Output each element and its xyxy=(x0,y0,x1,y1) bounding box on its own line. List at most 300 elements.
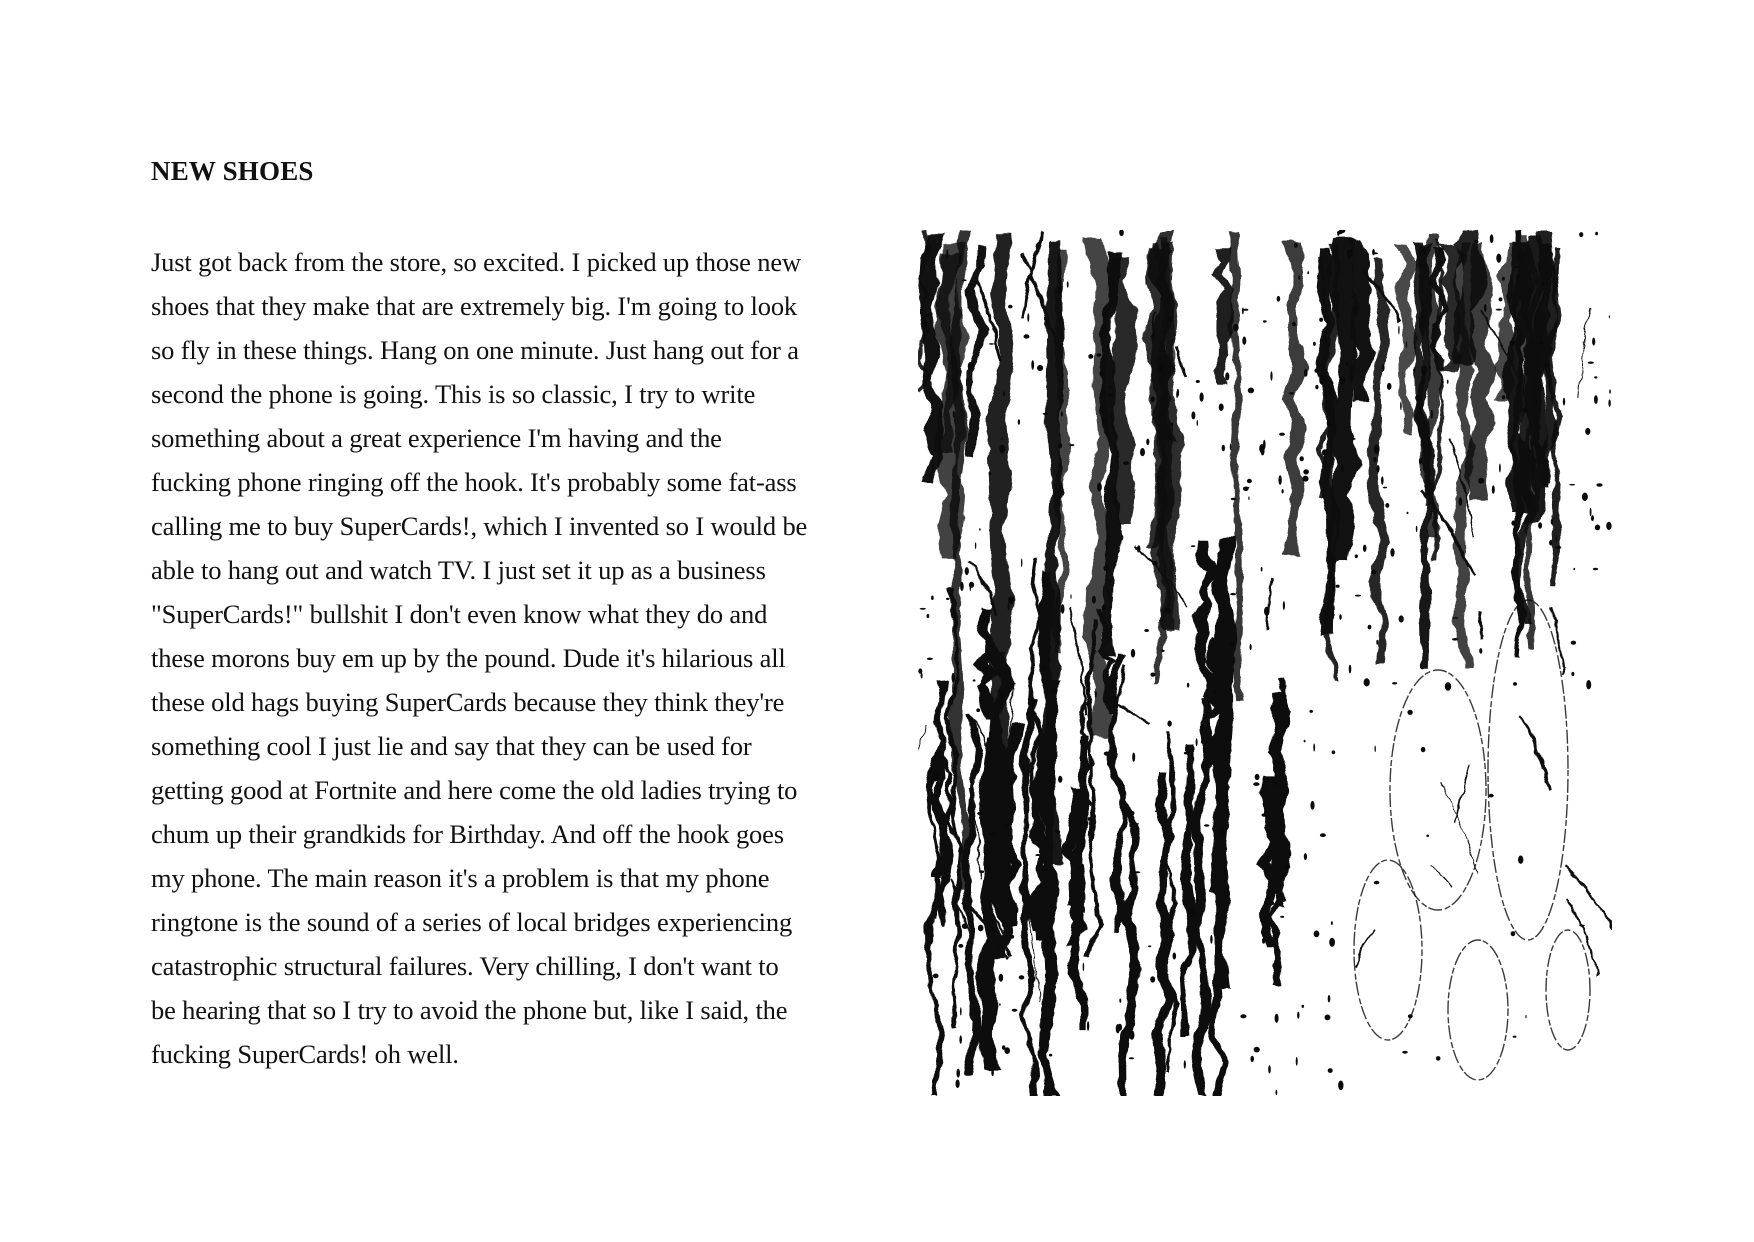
ink-speckle xyxy=(1021,558,1022,567)
ink-speckle xyxy=(1157,475,1159,484)
ink-speckle xyxy=(1322,449,1328,455)
story-line: catastrophic structural failures. Very chilling, I don't want to xyxy=(151,951,779,981)
ink-speckle xyxy=(1300,456,1304,461)
ink-speckle xyxy=(999,974,1004,982)
ink-speckle xyxy=(960,1007,962,1015)
ink-speckle xyxy=(1407,710,1412,715)
ink-speckle xyxy=(1148,945,1151,947)
ink-speckle xyxy=(1201,654,1204,656)
ink-speckle xyxy=(1262,938,1265,944)
ink-speckle xyxy=(1452,638,1458,641)
ink-speckle xyxy=(1553,265,1555,269)
ink-speckle xyxy=(1273,783,1278,785)
ink-speckle xyxy=(1150,976,1155,982)
ink-speckle xyxy=(1304,740,1306,743)
ink-speckle xyxy=(1248,388,1254,394)
ink-speckle xyxy=(1168,317,1172,322)
ink-speckle xyxy=(1540,341,1543,345)
ink-speckle xyxy=(1283,601,1285,610)
ink-speckle xyxy=(1313,342,1316,346)
ink-speckle xyxy=(1609,315,1610,318)
ink-speckle xyxy=(1261,446,1265,455)
ink-speckle xyxy=(1351,296,1353,298)
ink-speckle xyxy=(1436,1056,1441,1061)
ink-speckle xyxy=(1176,1003,1179,1006)
ink-speckle xyxy=(1555,546,1561,549)
ink-speckle xyxy=(989,833,995,835)
ink-speckle xyxy=(1137,823,1138,825)
ink-speckle xyxy=(1479,648,1482,654)
ink-speckle xyxy=(1161,650,1165,652)
ink-speckle xyxy=(1517,274,1520,280)
ink-speckle xyxy=(1193,1042,1198,1051)
ink-speckle xyxy=(1197,420,1198,426)
ink-speckle xyxy=(1609,389,1611,393)
ink-speckle xyxy=(1224,867,1227,875)
ink-speckle xyxy=(1255,774,1260,780)
story-line: fucking SuperCards! oh well. xyxy=(151,1039,459,1069)
ink-speckle xyxy=(1319,318,1323,322)
ink-speckle xyxy=(1375,746,1376,753)
ink-speckle xyxy=(1426,835,1429,838)
ink-speckle xyxy=(979,528,981,531)
ink-speckle xyxy=(1571,641,1576,645)
ink-speckle xyxy=(1247,479,1252,483)
ink-speckle xyxy=(968,362,974,370)
ink-speckle xyxy=(1304,853,1307,860)
story-line: shoes that they make that are extremely big. I'm going to look xyxy=(151,291,798,321)
ink-speckle xyxy=(976,708,980,712)
ink-speckle xyxy=(1571,672,1574,676)
ink-speckle xyxy=(1371,570,1376,575)
ink-speckle xyxy=(1484,304,1487,312)
ink-speckle xyxy=(1510,340,1516,345)
ink-speckle xyxy=(1104,752,1110,756)
ink-speckle xyxy=(1134,871,1140,873)
ink-speckle xyxy=(973,679,976,681)
ink-speckle xyxy=(1248,496,1249,500)
ink-speckle xyxy=(1459,497,1463,506)
ink-speckle xyxy=(1364,678,1370,686)
ink-speckle xyxy=(1315,369,1319,373)
ink-speckle xyxy=(1144,629,1149,632)
ink-speckle xyxy=(1551,519,1553,525)
ink-speckle xyxy=(1398,326,1399,335)
ink-speckle xyxy=(1152,561,1158,566)
ink-speckle xyxy=(1002,1045,1006,1050)
ink-speckle xyxy=(1442,250,1443,255)
ink-speckle xyxy=(1382,364,1385,372)
ink-speckle xyxy=(1596,483,1602,486)
ink-speckle xyxy=(1327,419,1332,427)
ink-speckle xyxy=(1000,691,1003,700)
ink-speckle xyxy=(1103,565,1108,571)
ink-speckle xyxy=(1101,919,1103,928)
ink-speckle xyxy=(1421,747,1426,752)
ink-speckle xyxy=(1302,1005,1305,1008)
ink-speckle xyxy=(1591,515,1594,521)
ink-speckle xyxy=(959,1035,962,1043)
ink-speckle xyxy=(1191,411,1195,419)
ink-speckle xyxy=(1339,614,1342,620)
ink-speckle xyxy=(1155,810,1158,812)
ink-speckle xyxy=(970,583,971,591)
ink-speckle xyxy=(1328,1068,1333,1073)
ink-speckle xyxy=(1167,721,1171,727)
ink-speckle xyxy=(1005,824,1010,829)
ink-speckle xyxy=(1116,1024,1120,1033)
ink-speckle xyxy=(1374,881,1380,885)
ink-speckle xyxy=(1431,410,1433,419)
ink-speckle xyxy=(1129,823,1130,828)
ink-speckle xyxy=(1416,526,1418,532)
ink-speckle xyxy=(1541,282,1544,286)
ink-speckle xyxy=(1131,649,1135,658)
story-title: NEW SHOES xyxy=(151,156,314,186)
ink-speckle xyxy=(1336,585,1340,588)
ink-speckle xyxy=(1563,398,1565,406)
ink-speckle xyxy=(952,673,956,682)
ink-speckle xyxy=(1108,394,1114,397)
ink-speckle xyxy=(1586,680,1591,689)
ink-speckle xyxy=(1204,824,1209,826)
ink-speckle xyxy=(1363,545,1367,552)
ink-speckle xyxy=(1229,642,1234,646)
ink-speckle xyxy=(1573,568,1575,571)
ink-speckle xyxy=(1298,275,1300,280)
ink-speckle xyxy=(1151,396,1155,402)
ink-speckle xyxy=(1129,811,1134,816)
ink-speckle xyxy=(1302,476,1308,482)
ink-speckle xyxy=(1523,408,1528,413)
ink-speckle xyxy=(1352,438,1356,440)
ink-speckle xyxy=(991,1070,994,1076)
ink-speckle xyxy=(1514,266,1520,269)
ink-speckle xyxy=(962,923,968,929)
ink-speckle xyxy=(1557,267,1559,275)
ink-speckle xyxy=(1230,444,1231,451)
ink-speckle xyxy=(1270,371,1272,381)
ink-speckle xyxy=(1275,1014,1279,1023)
ink-speckle xyxy=(1376,640,1378,645)
ink-speckle xyxy=(1518,856,1523,864)
ink-speckle xyxy=(1383,487,1387,489)
ink-speckle xyxy=(1489,794,1494,798)
ink-speckle xyxy=(1129,1030,1134,1040)
ink-speckle xyxy=(1183,963,1188,971)
ink-speckle xyxy=(1051,687,1057,695)
ink-speckle xyxy=(1490,234,1494,243)
ink-speckle xyxy=(1264,607,1270,616)
ink-speckle xyxy=(1585,428,1590,435)
ink-speckle xyxy=(1222,445,1225,452)
ink-speckle xyxy=(1332,750,1336,754)
ink-speckle xyxy=(1254,1047,1260,1053)
ink-speckle xyxy=(1268,1065,1271,1073)
ink-speckle xyxy=(1595,232,1598,236)
ink-speckle xyxy=(975,542,976,549)
ink-speckle xyxy=(1107,345,1109,348)
ink-speckle xyxy=(999,445,1005,454)
ink-speckle xyxy=(1289,392,1295,394)
ink-speckle xyxy=(1187,683,1189,688)
ink-speckle xyxy=(1096,353,1101,356)
ink-speckle xyxy=(1137,545,1141,552)
ink-speckle xyxy=(991,927,996,932)
ink-speckle xyxy=(1088,354,1093,359)
story-line: able to hang out and watch TV. I just set it up as a business xyxy=(151,555,766,585)
ink-speckle xyxy=(1001,438,1002,441)
ink-speckle xyxy=(1307,271,1309,274)
ink-speckle xyxy=(933,974,939,979)
ink-speckle xyxy=(1421,365,1427,374)
ink-speckle xyxy=(1042,865,1047,873)
ink-speckle xyxy=(1511,520,1515,525)
ink-speckle xyxy=(1219,404,1224,411)
ink-speckle xyxy=(1346,362,1348,366)
ink-speckle xyxy=(1196,380,1200,383)
ink-speckle xyxy=(1146,439,1149,446)
ink-speckle xyxy=(1058,287,1063,294)
story-line: calling me to buy SuperCards!, which I invented so I would be xyxy=(151,511,808,541)
ink-speckle xyxy=(1392,682,1397,684)
ink-speckle xyxy=(989,471,991,476)
ink-speckle xyxy=(1102,605,1106,610)
story-line: something about a great experience I'm having and the xyxy=(151,423,722,453)
story-line: these morons buy em up by the pound. Dude it's hilarious all xyxy=(151,643,786,673)
ink-speckle xyxy=(1270,901,1274,905)
ink-speckle xyxy=(1407,512,1409,514)
ink-speckle xyxy=(1331,921,1333,925)
ink-speckle xyxy=(1058,776,1062,783)
ink-speckle xyxy=(1164,788,1165,796)
story-line: so fly in these things. Hang on one minute. Just hang out for a xyxy=(151,335,799,365)
ink-speckle xyxy=(1262,813,1267,816)
ink-speckle xyxy=(1132,753,1135,762)
ink-speckle xyxy=(1606,522,1611,530)
ink-speckle xyxy=(1569,484,1575,486)
ink-speckle xyxy=(1413,369,1415,372)
ink-speckle xyxy=(1173,953,1177,960)
ink-speckle xyxy=(1243,309,1248,311)
ink-speckle xyxy=(1296,1057,1298,1066)
ink-speckle xyxy=(1008,305,1013,309)
ink-speckle xyxy=(1196,738,1198,746)
ink-speckle xyxy=(1119,999,1121,1003)
ink-speckle xyxy=(1447,380,1449,384)
ink-speckle xyxy=(1517,254,1521,259)
ink-speckle xyxy=(1314,931,1320,938)
ink-speckle xyxy=(1452,617,1458,619)
ink-speckle xyxy=(1109,580,1111,584)
ink-speckle xyxy=(1200,392,1204,401)
ink-speckle xyxy=(1265,927,1271,930)
ink-speckle xyxy=(1337,233,1339,236)
ink-speckle xyxy=(1067,281,1069,287)
ink-speckle xyxy=(1024,334,1030,338)
ink-speckle xyxy=(1544,364,1550,367)
ink-speckle xyxy=(1511,931,1516,936)
ink-speckle xyxy=(998,943,1000,952)
ink-speckle xyxy=(1496,254,1501,263)
ink-speckle xyxy=(1313,744,1315,752)
ink-speckle xyxy=(1250,1056,1254,1062)
ink-speckle xyxy=(1373,457,1376,462)
ink-speckle xyxy=(1445,682,1451,691)
ink-speckle xyxy=(956,1069,960,1078)
ink-speckle xyxy=(956,1079,960,1088)
ink-speckle xyxy=(1376,465,1379,473)
ink-speckle xyxy=(1233,324,1239,332)
ink-speckle xyxy=(1210,935,1212,944)
ink-speckle xyxy=(1582,493,1588,501)
ink-speckle xyxy=(977,812,983,815)
ink-speckle xyxy=(1339,376,1345,385)
ink-speckle xyxy=(1292,322,1296,327)
ink-speckle xyxy=(1538,522,1542,528)
story-line: getting good at Fortnite and here come the old ladies trying to xyxy=(151,775,798,805)
ink-speckle xyxy=(1496,309,1502,311)
ink-speckle xyxy=(1242,307,1244,314)
ink-speckle xyxy=(1297,1012,1299,1019)
ink-speckle xyxy=(1250,644,1252,650)
ink-speckle xyxy=(1176,391,1178,398)
ink-speckle xyxy=(1499,464,1501,473)
ink-speckle xyxy=(1347,249,1353,259)
ink-speckle xyxy=(1027,313,1029,322)
ink-speckle xyxy=(1419,458,1422,464)
ink-speckle xyxy=(1092,596,1096,604)
ink-speckle xyxy=(1592,338,1595,346)
ink-speckle xyxy=(1225,372,1229,380)
ink-scratch xyxy=(1217,896,1219,934)
ink-speckle xyxy=(1402,1051,1408,1054)
ink-speckle xyxy=(978,925,984,932)
ink-speckle xyxy=(1240,1014,1246,1018)
ink-speckle xyxy=(1191,545,1196,547)
ink-speckle xyxy=(1263,320,1267,322)
story-line: Just got back from the store, so excited. I picked up those new xyxy=(151,247,801,277)
ink-speckle xyxy=(1352,307,1357,314)
artwork-canvas xyxy=(918,230,1612,1096)
ink-speckle xyxy=(1083,907,1085,913)
ink-speckle xyxy=(1415,394,1421,401)
ink-speckle xyxy=(1087,1021,1089,1031)
ink-speckle xyxy=(1478,478,1484,484)
ink-speckle xyxy=(1502,395,1505,399)
ink-speckle xyxy=(1123,461,1129,465)
ink-speckle xyxy=(1590,508,1592,517)
ink-speckle xyxy=(1320,364,1323,367)
ink-speckle xyxy=(1031,360,1034,370)
ink-speckle xyxy=(1279,433,1285,436)
ink-speckle xyxy=(965,567,969,575)
ink-speckle xyxy=(1588,362,1594,364)
ink-speckle xyxy=(1282,489,1284,493)
abstract-ink-artwork xyxy=(918,230,1612,1096)
ink-speckle xyxy=(1037,365,1043,371)
ink-speckle xyxy=(1050,903,1052,907)
ink-speckle xyxy=(1549,540,1552,546)
ink-speckle xyxy=(931,596,934,601)
ink-speckle xyxy=(1338,1081,1343,1091)
ink-speckle xyxy=(1555,535,1556,543)
ink-speckle xyxy=(1031,697,1035,705)
ink-speckle xyxy=(924,314,930,317)
ink-speckle xyxy=(1047,939,1049,948)
ink-speckle xyxy=(1100,371,1103,377)
ink-speckle xyxy=(1499,297,1503,301)
ink-speckle xyxy=(1265,783,1266,791)
ink-speckle xyxy=(1042,665,1048,671)
ink-speckle xyxy=(1011,935,1014,939)
story-line: second the phone is going. This is so classic, I try to write xyxy=(151,379,756,409)
ink-speckle xyxy=(1146,278,1147,286)
ink-speckle xyxy=(1055,829,1057,832)
ink-speckle xyxy=(1242,337,1246,345)
story-line: fucking phone ringing off the hook. It's probably some fat-ass xyxy=(151,467,797,497)
ink-speckle xyxy=(943,689,945,693)
ink-speckle xyxy=(1184,752,1188,755)
ink-speckle xyxy=(1502,277,1505,281)
ink-speckle xyxy=(972,774,974,780)
ink-speckle xyxy=(1355,595,1361,597)
ink-speckle xyxy=(927,614,930,618)
ink-speckle xyxy=(1374,444,1380,454)
ink-speckle xyxy=(1325,1015,1331,1021)
ink-speckle xyxy=(933,773,939,781)
ink-speckle xyxy=(989,343,994,345)
ink-speckle xyxy=(953,411,955,418)
ink-speckle xyxy=(1525,1015,1526,1018)
ink-speckle xyxy=(1109,386,1111,389)
ink-speckle xyxy=(1061,604,1065,614)
story-line: ringtone is the sound of a series of local bridges experiencing xyxy=(151,907,793,937)
ink-speckle xyxy=(1231,498,1237,501)
ink-speckle xyxy=(1381,476,1384,485)
ink-speckle xyxy=(981,608,983,611)
ink-speckle xyxy=(1474,240,1478,243)
ink-speckle xyxy=(1400,402,1402,411)
story-line: my phone. The main reason it's a problem is that my phone xyxy=(151,863,770,893)
ink-speckle xyxy=(1595,525,1600,531)
ink-speckle xyxy=(979,870,984,873)
ink-speckle xyxy=(1069,444,1074,446)
story-line: something cool I just lie and say that they can be used for xyxy=(151,731,752,761)
ink-speckle xyxy=(1423,247,1426,256)
ink-speckle xyxy=(921,673,923,679)
ink-speckle xyxy=(1368,625,1372,630)
ink-speckle xyxy=(1003,391,1005,396)
ink-speckle xyxy=(1061,411,1063,416)
ink-speckle xyxy=(1012,1009,1018,1012)
ink-speckle xyxy=(1608,399,1610,406)
ink-speckle xyxy=(1261,567,1263,572)
ink-speckle xyxy=(1579,232,1583,237)
ink-speckle xyxy=(1244,487,1250,489)
ink-speckle xyxy=(946,598,949,600)
ink-speckle xyxy=(1150,673,1155,677)
ink-speckle xyxy=(1303,469,1309,474)
ink-speckle xyxy=(1594,376,1597,378)
ink-speckle xyxy=(1043,413,1048,415)
ink-speckle xyxy=(1035,854,1040,856)
ink-speckle xyxy=(1513,682,1517,686)
ink-speckle xyxy=(950,697,953,705)
ink-speckle xyxy=(1390,548,1394,557)
ink-speckle xyxy=(1554,323,1555,325)
ink-speckle xyxy=(1309,710,1313,713)
